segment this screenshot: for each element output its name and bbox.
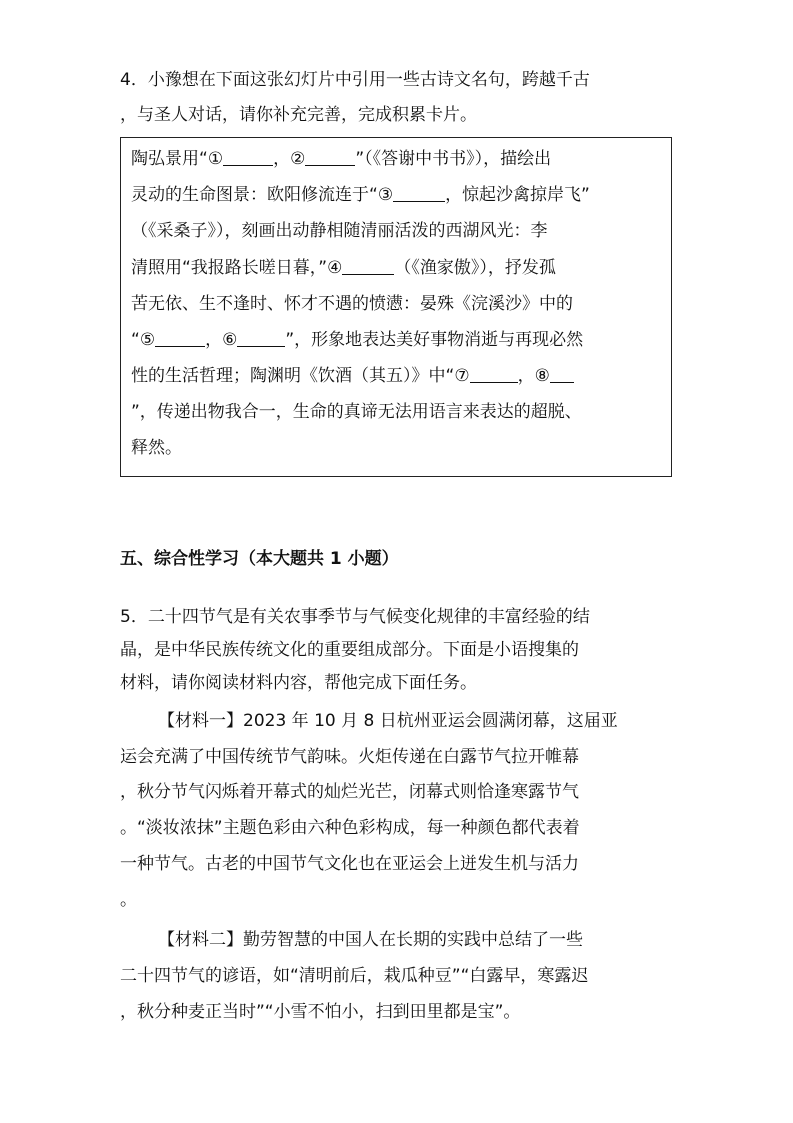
blank-3[interactable] — [393, 183, 445, 202]
blank-5-number: ⑤ — [139, 330, 156, 350]
blank-8[interactable] — [550, 364, 574, 383]
q5-line-2: 晶，是中华民族传统文化的重要组成部分。下面是小语搜集的 — [120, 640, 579, 660]
blank-7[interactable] — [470, 364, 518, 383]
material-1-line-5: 一种节气。古老的中国节气文化也在亚运会上迸发生机与活力 — [120, 854, 579, 874]
card-line-2: 灵动的生命图景：欧阳修流连于“③ ，惊起沙禽掠岸飞” — [131, 185, 590, 205]
q4-line-2: ，与圣人对话，请你补充完善，完成积累卡片。 — [120, 105, 477, 125]
q5-line-1: 5．二十四节气是有关农事季节与气候变化规律的丰富经验的结 — [120, 607, 590, 627]
accumulation-card — [120, 137, 672, 477]
blank-4-number: ④ — [327, 258, 343, 278]
blank-7-number: ⑦ — [454, 366, 470, 386]
blank-6-number: ⑥ — [222, 330, 238, 350]
card-line-4: 清照用“我报路长嗟日暮，”④ （《渔家傲》），抒发孤 — [131, 258, 556, 278]
q5-line-3: 材料，请你阅读材料内容，帮他完成下面任务。 — [120, 673, 477, 693]
material-1-line-2: 运会充满了中国传统节气韵味。火炬传递在白露节气拉开帷幕 — [120, 747, 579, 767]
material-1-line-4: 。“淡妆浓抹”主题色彩由六种色彩构成，每一种颜色都代表着 — [120, 818, 580, 838]
card-line-6: “⑤ ，⑥ ”，形象地表达美好事物消逝与再现必然 — [131, 330, 584, 350]
card-line-3: （《采桑子》），刻画出动静相随清丽活泼的西湖风光：李 — [131, 221, 548, 241]
blank-4[interactable] — [342, 256, 394, 275]
blank-5[interactable] — [155, 328, 205, 347]
material-2-line-1: 【材料二】勤劳智慧的中国人在长期的实践中总结了一些 — [158, 930, 583, 950]
blank-6[interactable] — [237, 328, 285, 347]
card-line-1: 陶弘景用“① ，② ”（《答谢中书书》），描绘出 — [131, 149, 552, 169]
q4-line-1: 4．小豫想在下面这张幻灯片中引用一些古诗文名句，跨越千古 — [120, 70, 590, 90]
section-5-heading: 五、综合性学习（本大题共 1 小题） — [120, 549, 399, 569]
blank-8-number: ⑧ — [534, 366, 550, 386]
material-1-line-6: 。 — [120, 890, 137, 910]
blank-2-number: ② — [290, 149, 306, 169]
blank-2[interactable] — [305, 147, 355, 166]
blank-1[interactable] — [223, 147, 273, 166]
material-2-line-3: ，秋分种麦正当时”“小雪不怕小，扫到田里都是宝”。 — [120, 1002, 521, 1022]
card-line-5: 苦无依、生不逢时、怀才不遇的愤懑：晏殊《浣溪沙》中的 — [131, 294, 573, 314]
material-1-line-1: 【材料一】2023 年 10 月 8 日杭州亚运会圆满闭幕，这届亚 — [158, 711, 618, 731]
material-2-line-2: 二十四节气的谚语，如“清明前后，栽瓜种豆”“白露早，寒露迟 — [120, 966, 589, 986]
blank-1-number: ① — [207, 149, 224, 169]
material-1-line-3: ，秋分节气闪烁着开幕式的灿烂光芒，闭幕式则恰逢寒露节气 — [120, 782, 579, 802]
blank-3-number: ③ — [377, 185, 394, 205]
card-line-9: 释然。 — [131, 438, 182, 458]
card-line-8: ”，传递出物我合一，生命的真谛无法用语言来表达的超脱、 — [131, 402, 582, 422]
card-line-7: 性的生活哲理；陶渊明《饮酒（其五）》中“⑦ ，⑧ — [131, 364, 574, 388]
